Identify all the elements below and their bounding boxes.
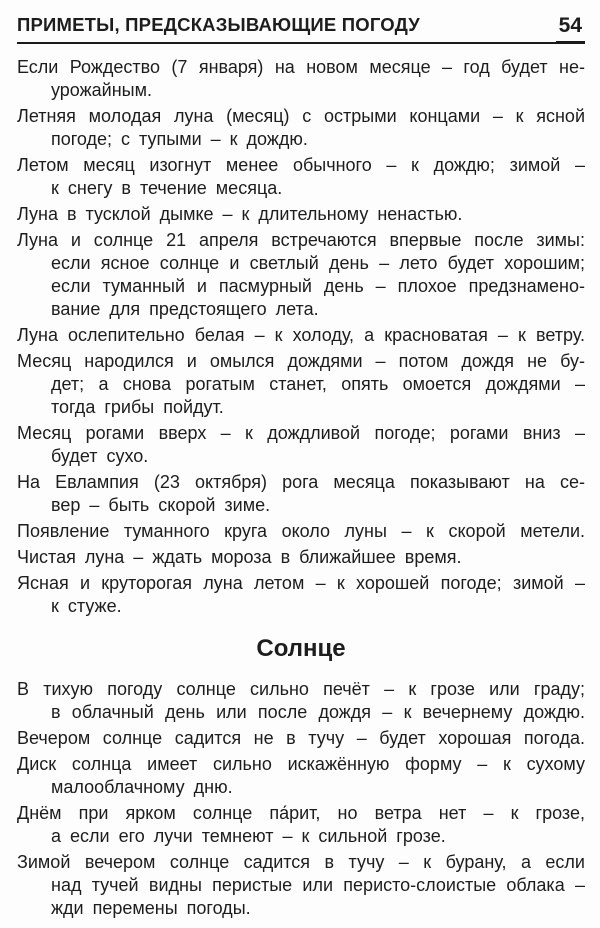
page-body	[17, 44, 585, 920]
text-line: Луна ослепительно белая – к холоду, а красноватая – к ветру.	[17, 325, 585, 345]
text-line: к снегу в течение месяца.	[51, 178, 283, 198]
text-line: Летняя молодая луна (месяц) с острыми концами – к ясной	[17, 106, 585, 126]
page-header	[17, 14, 585, 44]
text-line: Месяц народился и омылся дождями – потом дождя не бу-	[17, 351, 585, 371]
omen-paragraph	[17, 229, 585, 321]
omen-paragraph	[17, 471, 585, 517]
text-line: Ясная и круторогая луна летом – к хорошей погоде; зимой –	[17, 573, 585, 593]
text-line: Диск солнца имеет сильно искажённую форму – к сухому	[17, 754, 585, 774]
omen-paragraph	[17, 324, 585, 347]
text-line: Чистая луна – ждать мороза в ближайшее время.	[17, 547, 462, 567]
text-line: малооблачному дню.	[51, 777, 233, 797]
omen-paragraph	[17, 422, 585, 468]
omen-paragraph	[17, 802, 585, 848]
omen-paragraph	[17, 203, 585, 226]
text-line: над тучей видны перистые или перисто-слоистые облака –	[51, 875, 585, 895]
text-line: урожайным.	[51, 80, 152, 100]
text-line: вер – быть скорой зиме.	[51, 495, 271, 515]
omen-paragraph	[17, 56, 585, 102]
text-line: Луна и солнце 21 апреля встречаются впервые после зимы:	[17, 230, 585, 250]
text-line: Месяц рогами вверх – к дождливой погоде; рогами вниз –	[17, 423, 585, 443]
text-line: В тихую погоду солнце сильно печёт – к грозе или граду;	[17, 679, 585, 699]
text-line: если туманный и пасмурный день – плохое предзнамено-	[51, 276, 585, 296]
text-line: Летом месяц изогнут менее обычного – к дождю; зимой –	[17, 155, 585, 175]
omen-paragraph	[17, 851, 585, 920]
omen-paragraph	[17, 546, 585, 569]
omen-paragraph	[17, 105, 585, 151]
text-line: к стуже.	[51, 596, 122, 616]
text-line: в облачный день или после дождя – к вечернему дождю.	[51, 702, 585, 722]
text-line: Появление туманного круга около луны – к скорой метели.	[17, 521, 585, 541]
text-line: а если его лучи темнеют – к сильной грозе.	[51, 826, 446, 846]
omen-paragraph	[17, 350, 585, 419]
text-line: вание для предстоящего лета.	[51, 299, 319, 319]
section-heading: Солнце	[256, 635, 346, 662]
text-line: Днём при ярком солнце па́рит, но ветра нет – к грозе,	[17, 803, 585, 823]
omen-paragraph	[17, 154, 585, 200]
omen-paragraph	[17, 678, 585, 724]
page-number: 54	[556, 15, 585, 44]
running-title: ПРИМЕТЫ, ПРЕДСКАЗЫВАЮЩИЕ ПОГОДУ	[17, 14, 420, 35]
text-line: Если Рождество (7 января) на новом месяце – год будет не-	[17, 57, 585, 77]
omen-paragraph	[17, 520, 585, 543]
text-line: Зимой вечером солнце садится в тучу – к бурану, а если	[17, 852, 585, 872]
text-line: если ясное солнце и светлый день – лето будет хорошим;	[51, 253, 585, 273]
omen-paragraph	[17, 727, 585, 750]
text-line: тогда грибы пойдут.	[51, 397, 224, 417]
text-line: погоде; с тупыми – к дождю.	[51, 129, 308, 149]
omen-paragraph	[17, 572, 585, 618]
text-line: будет сухо.	[51, 446, 149, 466]
text-line: жди перемены погоды.	[51, 898, 251, 918]
text-line: Луна в тусклой дымке – к длительному ненастью.	[17, 204, 463, 224]
text-line: дет; а снова рогатым станет, опять омоется дождями –	[51, 374, 585, 394]
text-line: Вечером солнце садится не в тучу – будет хорошая погода.	[17, 728, 585, 748]
omen-paragraph	[17, 753, 585, 799]
text-line: На Евлампия (23 октября) рога месяца показывают на се-	[17, 472, 585, 492]
